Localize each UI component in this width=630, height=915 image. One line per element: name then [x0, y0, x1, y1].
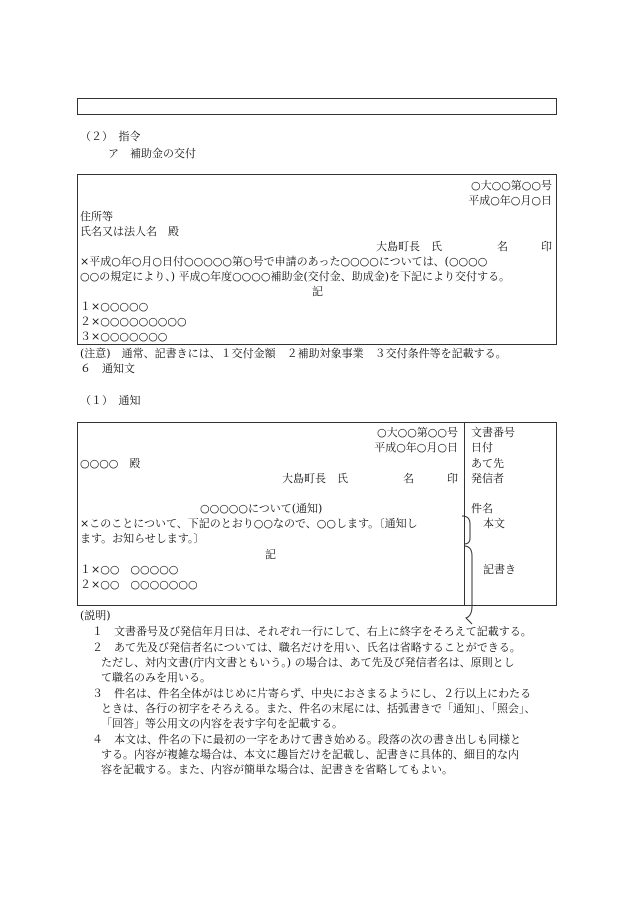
subsidy-body-line-1: ×平成○年○月○日付○○○○○第○号で申請のあった○○○○については、(○○○○: [80, 255, 488, 268]
subsidy-item-2: ２×○○○○○○○○○: [80, 315, 187, 328]
subsidy-recipient: 氏名又は法人名 殿: [80, 225, 179, 238]
brace-lines-icon: [460, 510, 480, 630]
explanation-item-3-cont-2: 「回答」等公用文の内容を表す字句を記載する。: [101, 717, 343, 730]
label-title: 件名: [471, 502, 493, 515]
label-body: 本文: [483, 517, 505, 530]
top-empty-box: [77, 98, 557, 115]
notice-docnum: ○大○○第○○号: [377, 426, 458, 439]
section-6-heading: ６ 通知文: [80, 362, 135, 375]
explanation-item-2: ２ あて先及び発信者名については、職名だけを用い、氏名は省略することができる。: [92, 641, 521, 654]
notice-title: ○○○○○について(通知): [200, 502, 323, 515]
notice-date: 平成○年○月○日: [374, 441, 458, 454]
explanation-item-2-cont-1: ただし、対内文書(庁内文書ともいう。) の場合は、あて先及び発信者名は、原則とし: [101, 656, 515, 669]
section-6-sub: （１） 通知: [80, 394, 141, 407]
notice-body-line-1: ×このことについて、下記のとおり○○なので、○○します。〔通知し: [80, 517, 418, 530]
explanation-item-4: ４ 本文は、件名の下に最初の一字をあけて書き始める。段落の次の書き出しも同様と: [92, 733, 521, 746]
explanation-heading: (説明): [80, 609, 111, 622]
section-2-heading: （２） 指令: [80, 130, 141, 143]
explanation-item-4-cont-2: 容を記載する。また、内容が簡単な場合は、記書きを省略してもよい。: [101, 763, 453, 776]
subsidy-ki: 記: [312, 285, 323, 298]
notice-ki: 記: [265, 548, 276, 561]
subsidy-docnum: ○大○○第○○号: [471, 179, 552, 192]
label-date: 日付: [471, 441, 493, 454]
notice-item-1: １×○○ ○○○○○: [80, 563, 179, 576]
notice-item-2: ２×○○ ○○○○○○○: [80, 578, 198, 591]
subsidy-date: 平成○年○月○日: [468, 194, 552, 207]
explanation-item-1: １ 文書番号及び発信年月日は、それぞれ一行にして、右上に終字をそろえて記載する。: [92, 625, 532, 638]
subsidy-sender: 大島町長 氏 名 印: [376, 240, 552, 253]
subsidy-item-1: １×○○○○○: [80, 300, 149, 313]
notice-recipient: ○○○○ 殿: [80, 457, 141, 470]
explanation-item-4-cont-1: する。内容が複雑な場合は、本文に趣旨だけを記載し、記書きに具体的、細目的な内: [101, 748, 519, 761]
label-kigaki: 記書き: [483, 563, 516, 576]
subsidy-address: 住所等: [80, 210, 113, 223]
label-recipient: あて先: [471, 457, 504, 470]
explanation-item-2-cont-2: て職名のみを用いる。: [101, 671, 211, 684]
notice-body-line-2: ます。お知らせします。〕: [80, 532, 205, 545]
subsidy-caution: (注意) 通常、記書きには、１交付金額 ２補助対象事業 ３交付条件等を記載する。: [80, 347, 507, 360]
subsidy-body-line-2: ○○の規定により、) 平成○年度○○○○補助金(交付金、助成金)を下記により交付する。: [80, 270, 511, 283]
explanation-item-3-cont-1: ときは、各行の初字をそろえる。また、件名の末尾には、括弧書きで「通知」、「照会」、: [101, 702, 536, 715]
label-docnum: 文書番号: [471, 426, 515, 439]
explanation-item-3: ３ 件名は、件名全体がはじめに片寄らず、中央におさまるようにし、２行以上にわたる: [92, 687, 532, 700]
section-2-subheading: ア 補助金の交付: [108, 147, 196, 160]
subsidy-item-3: ３×○○○○○○○: [80, 330, 168, 343]
label-sender: 発信者: [471, 472, 504, 485]
notice-sender: 大島町長 氏 名 印: [282, 472, 458, 485]
